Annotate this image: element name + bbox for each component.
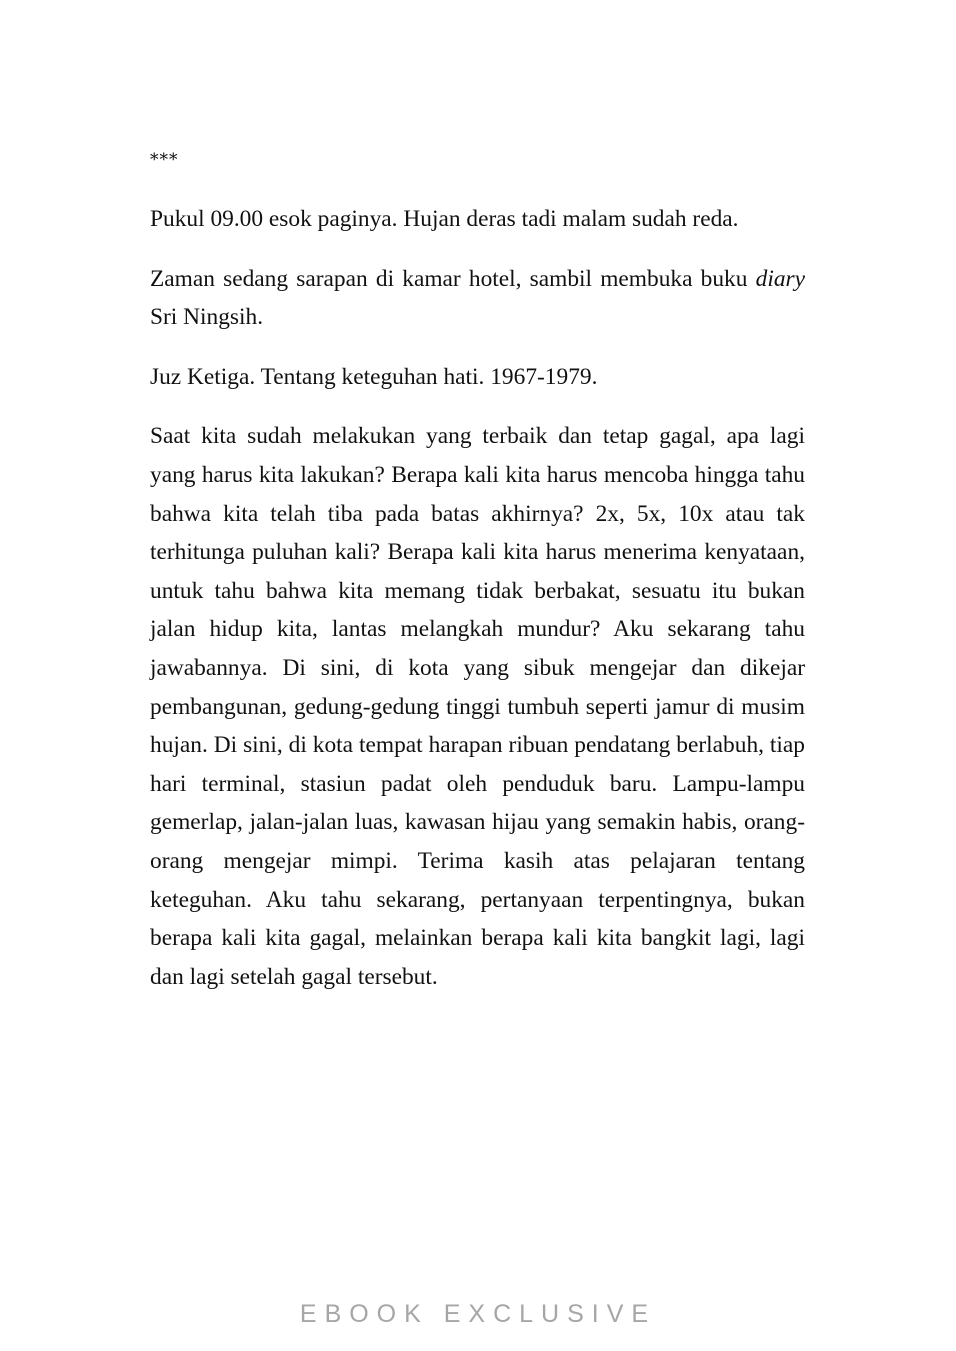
paragraph-chapter-heading: Juz Ketiga. Tentang keteguhan hati. 1967-1979. xyxy=(150,363,598,390)
scene-separator: *** xyxy=(150,150,179,170)
paragraph-diary-entry: Saat kita sudah melakukan yang terbaik dan tetap gagal, apa lagi yang harus kita lakukan? Berapa kali kita harus mencoba hingga tahu bahwa kita telah tiba pada batas akhirnya? 2x, 5x, 10x atau tak terhitunga puluhan kali? Berapa kali kita harus menerima kenyataan, untuk tahu bahwa kita memang tidak berbakat, sesuatu itu bukan jalan hidup kita, lantas melangkah mundur? Aku sekarang tahu jawabannya. Di sini, di kota yang sibuk mengejar dan dikejar pembangunan, gedung-gedung tinggi tumbuh seperti jamur di musim hujan. Di sini, di kota tempat harapan ribuan pendatang berlabuh, tiap hari terminal, stasiun padat oleh penduduk baru. Lampu-lampu gemerlap, jalan-jalan luas, kawasan hijau yang semakin habis, orang-orang mengejar mimpi. Terima kasih atas pelajaran tentang keteguhan. Aku tahu sekarang, pertanyaan terpentingnya, bukan berapa kali kita gagal, melainkan berapa kali kita bangkit lagi, lagi dan lagi setelah gagal tersebut. xyxy=(150,423,805,990)
paragraph-time: Pukul 09.00 esok paginya. Hujan deras tadi malam sudah reda. xyxy=(150,206,739,232)
ebook-exclusive-footer: EBOOK EXCLUSIVE xyxy=(299,1300,657,1328)
paragraph-breakfast-before: Zaman sedang sarapan di kamar hotel, sambil membuka buku xyxy=(150,265,756,292)
paragraph-breakfast-after: Sri Ningsih. xyxy=(150,304,264,331)
paragraph-breakfast xyxy=(150,260,805,337)
page-body xyxy=(150,150,805,1017)
paragraph-breakfast-italic: diary xyxy=(755,265,805,292)
